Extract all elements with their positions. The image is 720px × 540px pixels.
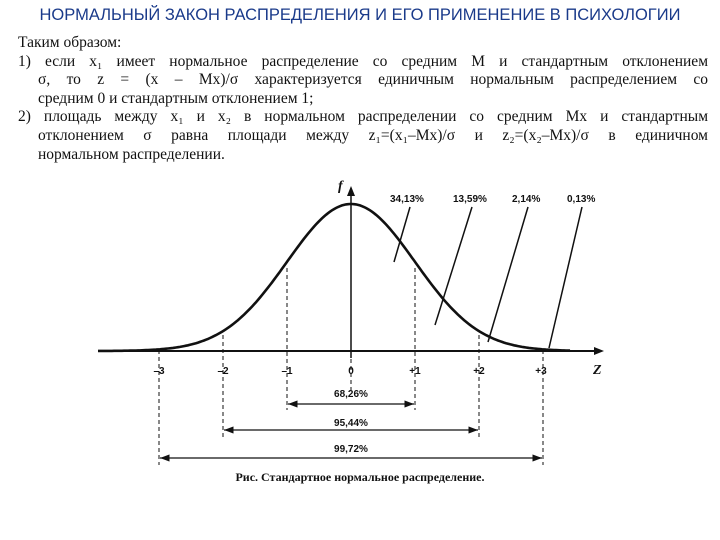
item1-line2: σ, то z = (x – Mx)/σ характеризуется единичным нормальным распределением со	[38, 71, 708, 89]
intro-line: Таким образом:	[18, 34, 122, 51]
x-tick-labels	[153, 366, 547, 377]
item1-line3: средним 0 и стандартным отклонением 1;	[38, 89, 314, 107]
tick-minus3: –3	[153, 366, 165, 377]
area-label-013: 0,13%	[567, 194, 596, 205]
area-labels	[390, 194, 595, 205]
tick-plus3: +3	[535, 366, 547, 377]
x-axis-arrow	[594, 347, 604, 355]
item2-line1: 2) площадь между x₁ и x₂ в нормальном распределении со средним Mx и стандартным	[18, 108, 708, 126]
interval-99-label: 99,72%	[334, 444, 368, 455]
item1-line1: 1) если x₁ имеет нормальное распределение со средним M и стандартным отклонением	[18, 52, 708, 70]
area-pointers	[394, 207, 582, 348]
tick-minus2: –2	[217, 366, 229, 377]
tick-plus2: +2	[473, 366, 485, 377]
interval-labels	[334, 389, 368, 455]
tick-plus1: +1	[409, 366, 421, 377]
item2-line2: отклонением σ равна площади между z₁=(x₁–Mx)/σ и z₂=(x₂–Mx)/σ в единичном	[38, 126, 708, 144]
x-axis-label: Z	[593, 363, 602, 378]
area-label-2: 2,14%	[512, 194, 541, 205]
slide-title: НОРМАЛЬНЫЙ ЗАКОН РАСПРЕДЕЛЕНИЯ И ЕГО ПРИМЕНЕНИЕ В ПСИХОЛОГИИ	[39, 6, 681, 24]
area-label-13: 13,59%	[453, 194, 487, 205]
interval-68-label: 68,26%	[334, 389, 368, 400]
figure-caption: Рис. Стандартное нормальное распределение.	[235, 470, 485, 484]
item2-line3: нормальном распределении.	[38, 145, 225, 163]
tick-zero: 0	[348, 366, 354, 377]
y-axis-arrow	[347, 186, 355, 196]
bell-curve	[98, 204, 570, 351]
tick-minus1: –1	[281, 366, 293, 377]
area-label-34: 34,13%	[390, 194, 424, 205]
y-axis-label: f	[338, 179, 343, 194]
interval-95-label: 95,44%	[334, 418, 368, 429]
